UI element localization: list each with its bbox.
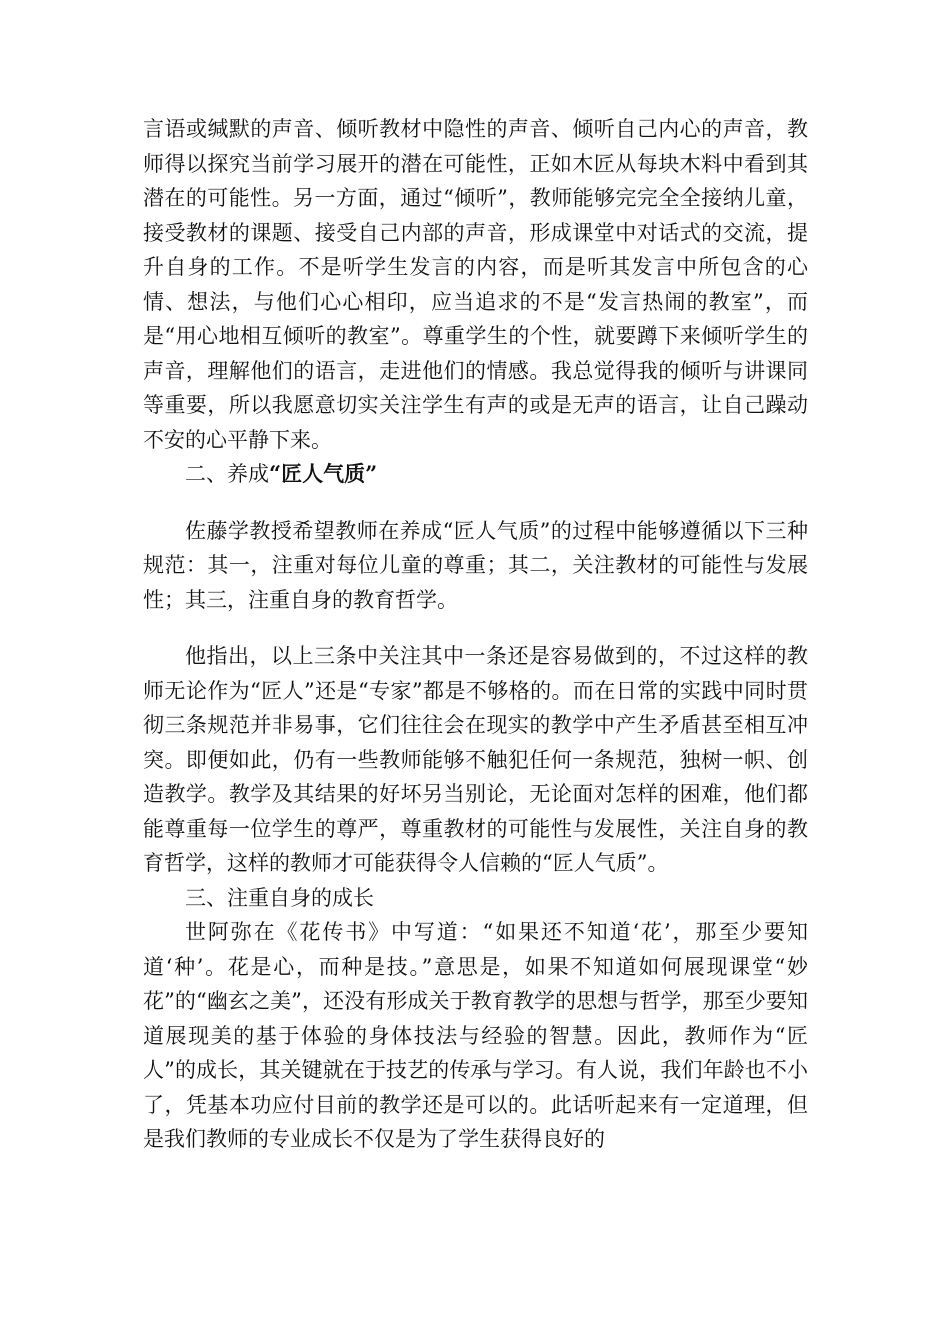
paragraph-three-norms: 佐藤学教授希望教师在养成“匠人气质”的过程中能够遵循以下三种规范：其一，注重对每位儿童的尊重；其二，关注教材的可能性与发展性；其三，注重自身的教育哲学。 (143, 518, 808, 612)
heading-prefix: 二、养成 (185, 462, 269, 486)
document-body (143, 112, 808, 1157)
paragraph-flower-seed: 世阿弥在《花传书》中写道：“如果还不知道‘花’，那至少要知道‘种’。花是心，而种是技。”意思是，如果不知道如何展现课堂“妙花”的“幽玄之美”，还没有形成关于教育教学的思想与哲学，那至少要知道展现美的基于体验的身体技法与经验的智慧。因此，教师作为“匠人”的成长，其关键就在于技艺的传承与学习。有人说，我们年龄也不小了，凭基本功应付目前的教学还是可以的。此话听起来有一定道理，但是我们教师的专业成长不仅是为了学生获得良好的 (143, 920, 808, 1151)
section-heading-craftsman-temperament (143, 457, 808, 492)
paragraph-practice: 他指出，以上三条中关注其中一条还是容易做到的，不过这样的教师无论作为“匠人”还是“专家”都是不够格的。而在日常的实践中同时贯彻三条规范并非易事，它们往往会在现实的教学中产生矛盾甚至相互冲突。即便如此，仍有一些教师能够不触犯任何一条规范，独树一帜、创造教学。教学及其结果的好坏另当别论，无论面对怎样的困难，他们都能尊重每一位学生的尊严，尊重教材的可能性与发展性，关注自身的教育哲学，这样的教师才可能获得令人信赖的“匠人气质”。 (143, 644, 808, 875)
section-heading-self-growth: 三、注重自身的成长 (185, 885, 374, 910)
heading-emphasis: “匠人气质” (269, 461, 378, 486)
paragraph-listening: 言语或缄默的声音、倾听教材中隐性的声音、倾听自己内心的声音，教师得以探究当前学习展开的潜在可能性，正如木匠从每块木料中看到其潜在的可能性。另一方面，通过“倾听”，教师能够完完全全接纳儿童，接受教材的课题、接受自己内部的声音，形成课堂中对话式的交流，提升自身的工作。不是听学生发言的内容，而是听其发言中所包含的心情、想法，与他们心心相印，应当追求的不是“发言热闹的教室”，而是“用心地相互倾听的教室”。尊重学生的个性，就要蹲下来倾听学生的声音，理解他们的语言，走进他们的情感。我总觉得我的倾听与讲课同等重要，所以我愿意切实关注学生有声的或是无声的语言，让自己躁动不安的心平静下来。 (143, 117, 808, 452)
